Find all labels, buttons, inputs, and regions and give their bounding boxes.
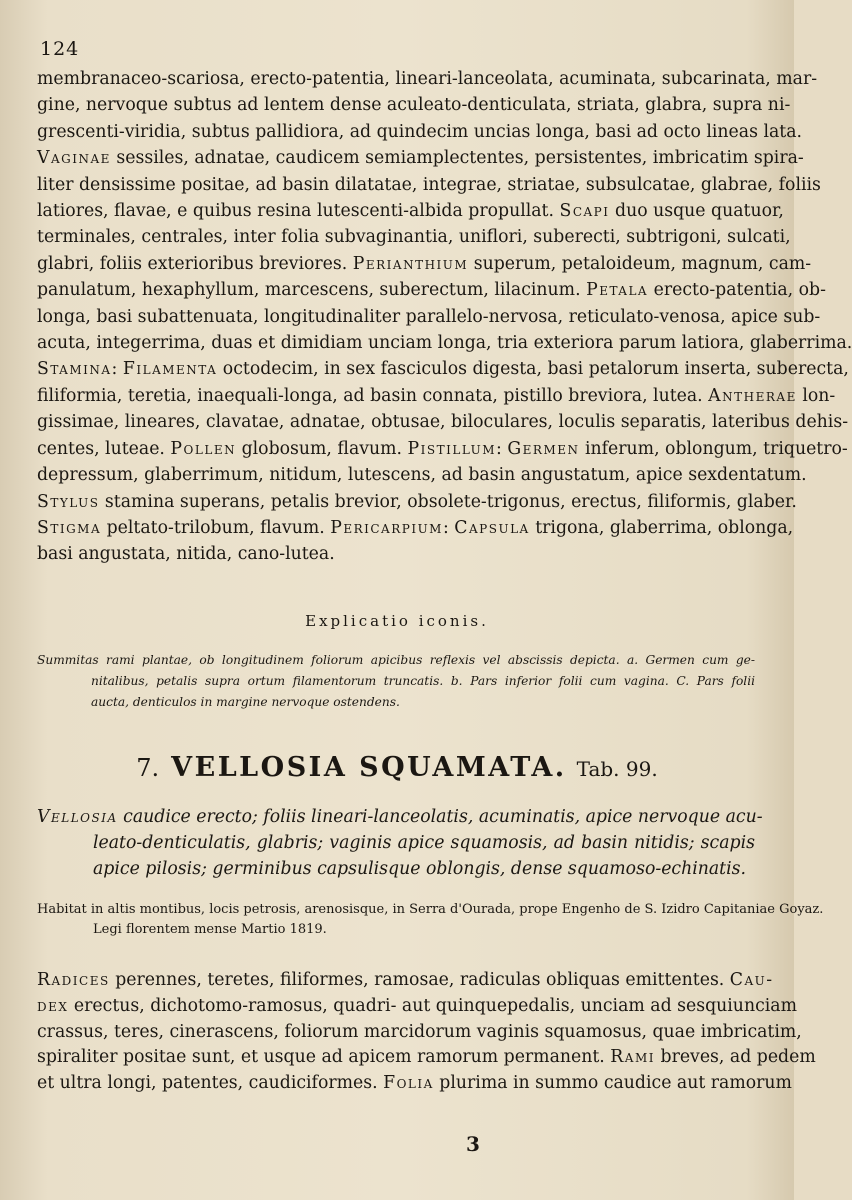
text-line: basi angustata, nitida, cano-lutea. (37, 544, 335, 565)
species-heading (0, 752, 794, 783)
plate-reference: Tab. 99. (576, 757, 658, 781)
species-name: VELLOSIA SQUAMATA. (171, 752, 567, 783)
habitat-line: Legi florentem mense Martio 1819. (93, 922, 327, 937)
diagnosis-line: leato-denticulatis, glabris; vaginis apice squamosis, ad basin nitidis; scapis (93, 833, 755, 853)
second-description-text (37, 968, 816, 1097)
text-line: Stylus stamina superans, petalis brevior, obsolete-trigonus, erectus, filiformis, glaber. (37, 491, 797, 512)
text-line: gine, nervoque subtus ad lentem dense aculeato-denticulata, striata, glabra, supra ni- (37, 95, 791, 116)
text-line: spiraliter positae sunt, et usque ad apicem ramorum permanent. Rami breves, ad pedem (37, 1047, 816, 1068)
page-number: 124 (40, 38, 80, 60)
diagnosis-line: Vellosia caudice erecto; foliis lineari-lanceolatis, acuminatis, apice nervoque acu- (37, 807, 763, 827)
text-line: Stamina: Filamenta octodecim, in sex fasciculos digesta, basi petalorum inserta, suberecta, (37, 359, 849, 380)
text-line: depressum, glaberrimum, nitidum, lutescens, ad basin angustatum, apice sexdentatum. (37, 465, 807, 486)
text-line: acuta, integerrima, duas et dimidiam unciam longa, tria exteriora parum latiora, glaberrima. (37, 333, 852, 354)
text-line: Vaginae sessiles, adnatae, caudicem semiamplectentes, persistentes, imbricatim spira- (37, 148, 804, 169)
species-number: 7. (136, 754, 160, 782)
figure-explanation (37, 650, 755, 713)
text-line: grescenti-viridia, subtus pallidiora, ad quindecim uncias longa, basi ad octo lineas lata. (37, 121, 803, 142)
diagnosis-line: apice pilosis; germinibus capsulisque oblongis, dense squamoso-echinatis. (93, 859, 747, 879)
caption-line: aucta, denticulos in margine nervoque ostendens. (91, 695, 400, 709)
text-line: crassus, teres, cinerascens, foliorum marcidorum vaginis squamosus, quae imbricatim, (37, 1021, 802, 1042)
text-line: glabri, foliis exterioribus breviores. Perianthium superum, petaloideum, magnum, cam- (37, 253, 812, 274)
text-line: membranaceo-scariosa, erecto-patentia, lineari-lanceolata, acuminata, subcarinata, mar- (37, 69, 818, 89)
text-line: dex erectus, dichotomo-ramosus, quadri- aut quinquepedalis, unciam ad sesquiunciam (37, 995, 797, 1016)
signature-mark: 3 (466, 1132, 480, 1156)
text-line: et ultra longi, patentes, caudiciformes. Folia plurima in summo caudice aut ramorum (37, 1073, 792, 1094)
caption-line: nitalibus, petalis supra ortum filamentorum truncatis. b. Pars inferior folii cum vagina. C. Pars folii (91, 674, 755, 688)
explicatio-heading: Explicatio iconis. (305, 612, 489, 630)
species-diagnosis (37, 804, 763, 882)
habitat-line: Habitat in altis montibus, locis petrosis, arenosisque, in Serra d'Ourada, prope Engenho de S. Izidro Capitaniae Goyaz. (37, 902, 824, 917)
text-line: Radices perennes, teretes, filiformes, ramosae, radiculas obliquas emittentes. Cau- (37, 970, 774, 990)
habitat-note (37, 900, 824, 940)
text-line: panulatum, hexaphyllum, marcescens, suberectum, lilacinum. Petala erecto-patentia, ob- (37, 280, 826, 301)
text-line: centes, luteae. Pollen globosum, flavum. Pistillum: Germen inferum, oblongum, triquetro- (37, 438, 848, 459)
description-text (37, 66, 852, 568)
text-line: liter densissime positae, ad basin dilatatae, integrae, striatae, subsulcatae, glabrae, foliis (37, 174, 821, 195)
text-line: Stigma peltato-trilobum, flavum. Pericarpium: Capsula trigona, glaberrima, oblonga, (37, 517, 794, 538)
text-line: gissimae, lineares, clavatae, adnatae, obtusae, biloculares, loculis separatis, lateribus dehis- (37, 412, 849, 433)
text-line: longa, basi subattenuata, longitudinaliter parallelo-nervosa, reticulato-venosa, apice sub- (37, 306, 821, 327)
text-line: latiores, flavae, e quibus resina lutescenti-albida propullat. Scapi duo usque quatuor, (37, 201, 784, 222)
text-line: terminales, centrales, inter folia subvaginantia, uniflori, suberecti, subtrigoni, sulcati, (37, 227, 791, 248)
caption-line: Summitas rami plantae, ob longitudinem foliorum apicibus reflexis vel abscissis depicta. a. Germen cum ge- (37, 653, 755, 667)
text-line: filiformia, teretia, inaequali-longa, ad basin connata, pistillo breviora, lutea. Antherae lon- (37, 385, 836, 406)
